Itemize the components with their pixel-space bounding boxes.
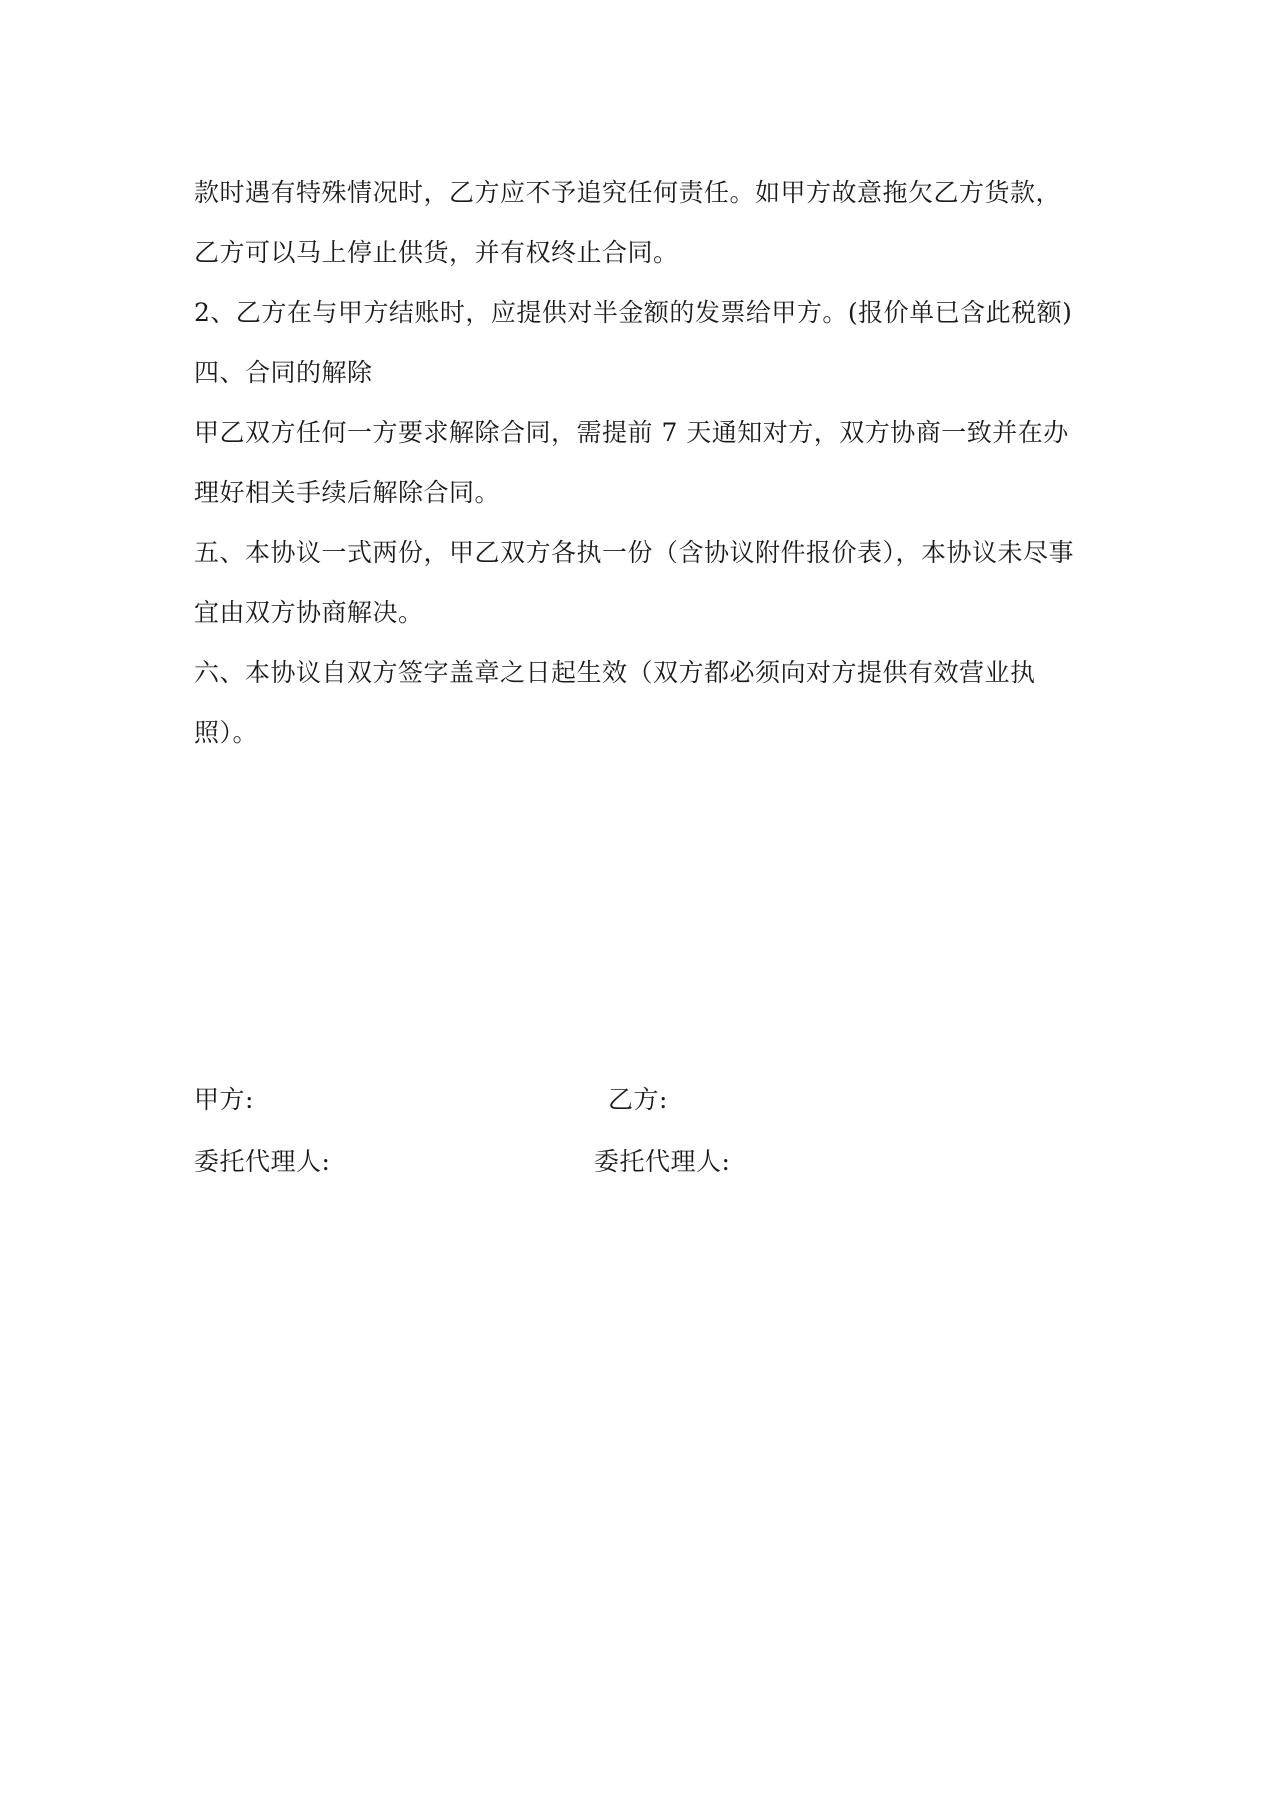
section-5-line-2: 宜由双方协商解决。 (194, 598, 424, 627)
party-b-label: 乙方: (608, 1085, 668, 1114)
section-6-line-1: 六、本协议自双方签字盖章之日起生效（双方都必须向对方提供有效营业执 (194, 658, 1036, 687)
agent-b-label: 委托代理人: (594, 1147, 731, 1176)
body-line-1: 款时遇有特殊情况时，乙方应不予追究任何责任。如甲方故意拖欠乙方货款， (194, 178, 1062, 207)
section-4-heading: 四、合同的解除 (194, 358, 373, 387)
clause-2-line: 2、乙方在与甲方结账时，应提供对半金额的发票给甲方。(报价单已含此税额) (194, 298, 1073, 327)
section-6-line-2: 照）。 (194, 718, 259, 747)
body-line-2: 乙方可以马上停止供货，并有权终止合同。 (194, 238, 679, 267)
agent-a-label: 委托代理人: (194, 1147, 331, 1176)
party-a-label: 甲方: (194, 1085, 254, 1114)
section-4-line-2: 理好相关手续后解除合同。 (194, 478, 501, 507)
section-5-line-1: 五、本协议一式两份，甲乙双方各执一份（含协议附件报价表），本协议未尽事 (194, 538, 1075, 567)
section-4-line-1: 甲乙双方任何一方要求解除合同，需提前 7 天通知对方，双方协商一致并在办 (194, 418, 1069, 447)
